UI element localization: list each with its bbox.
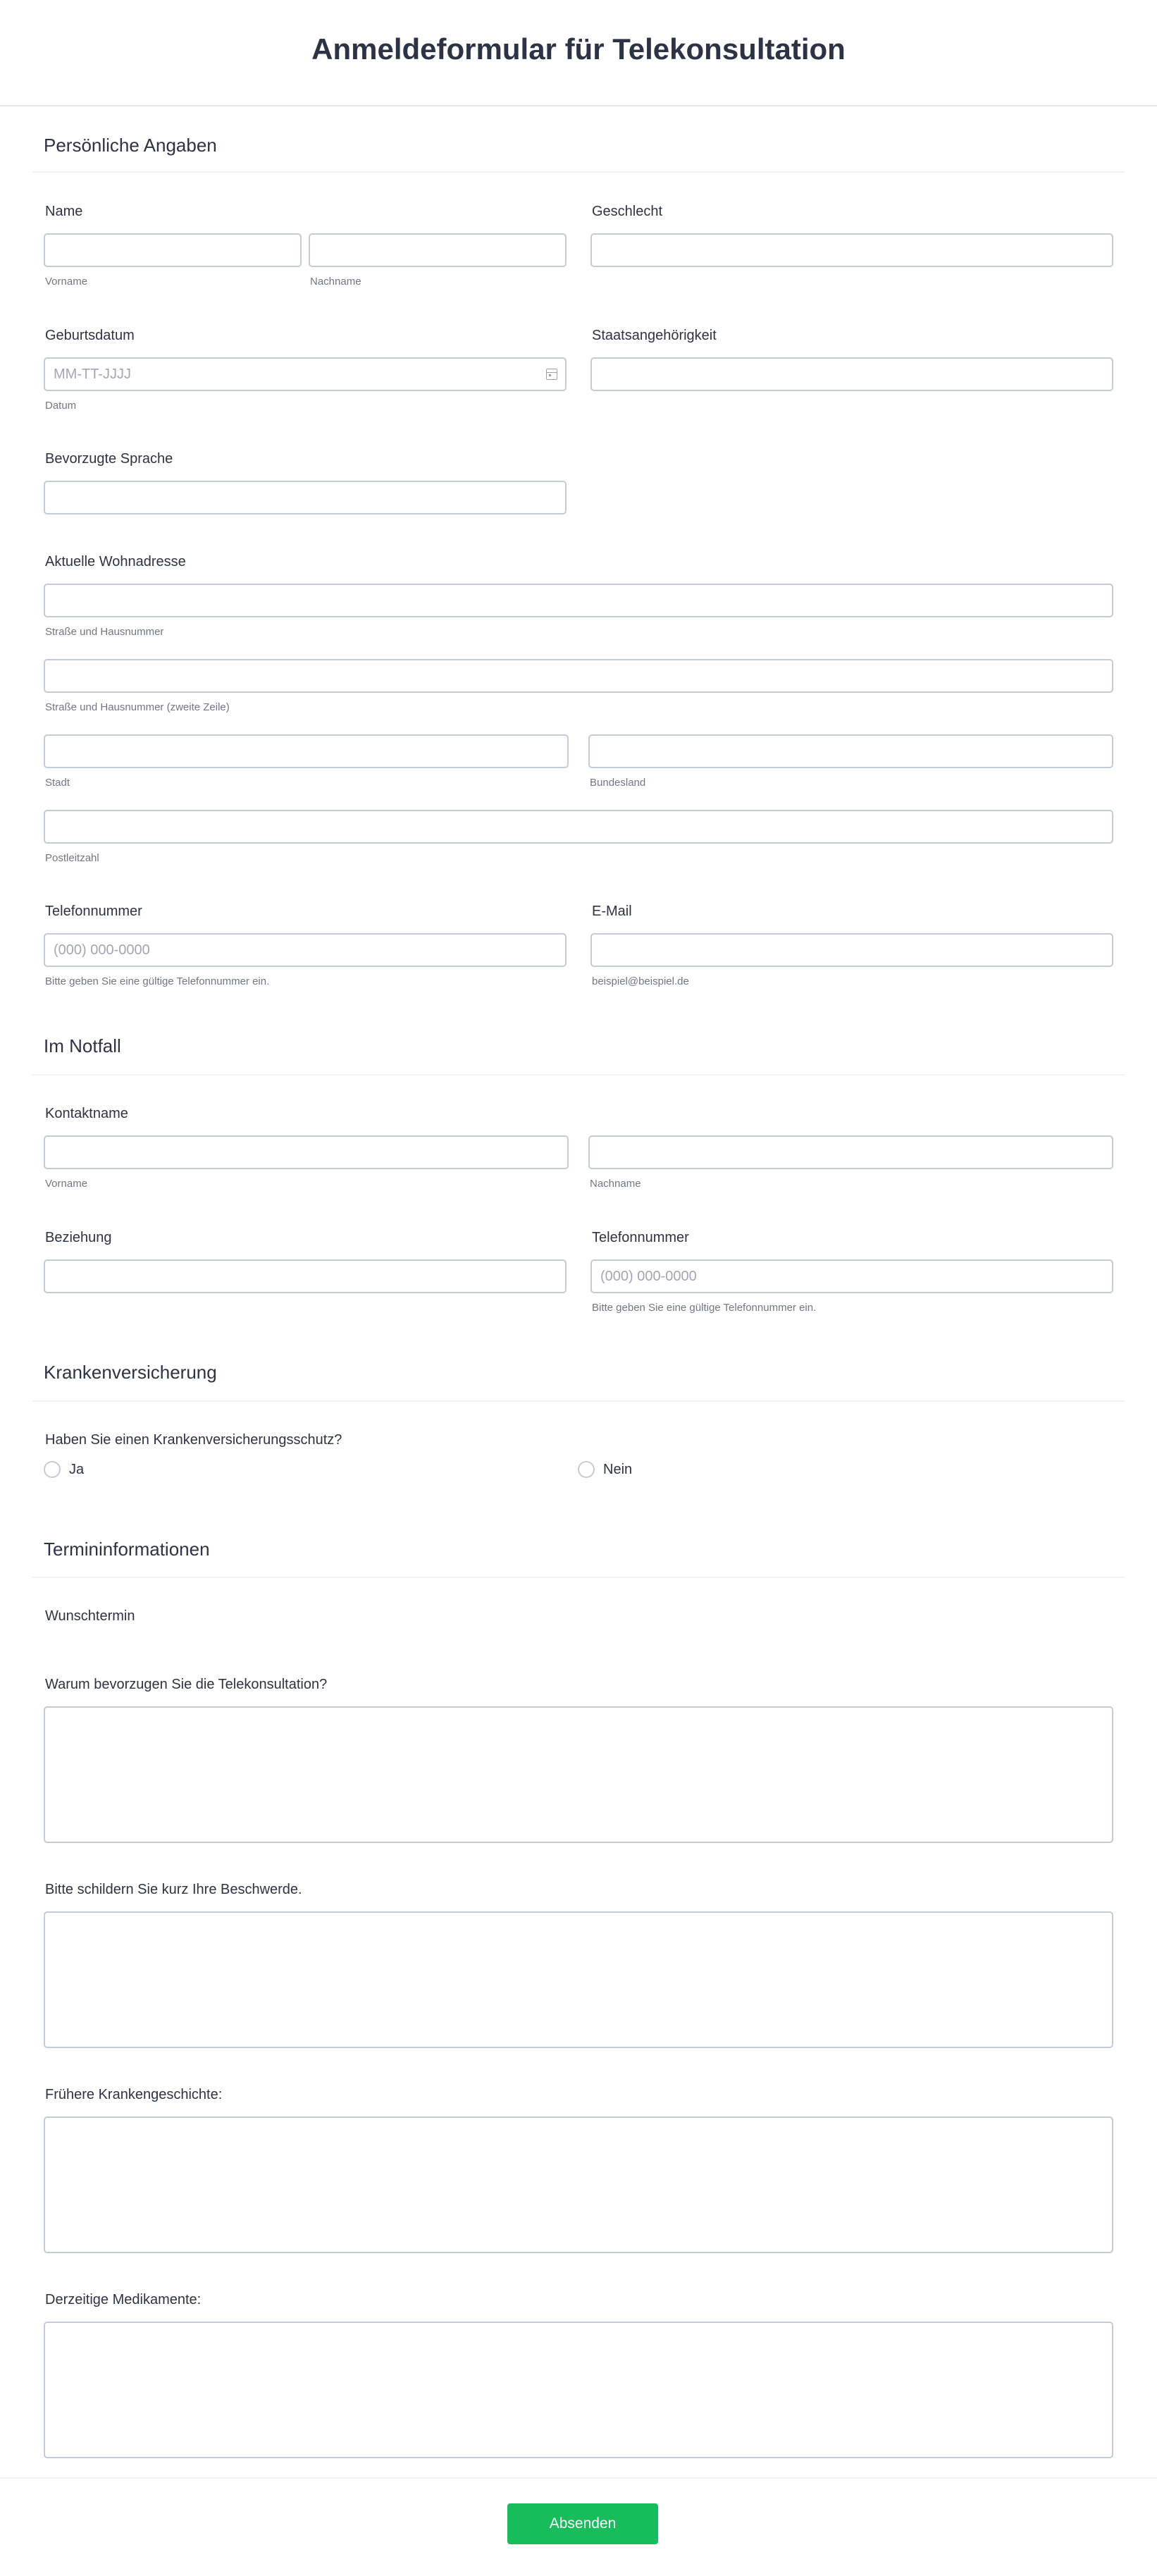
street2-input[interactable] xyxy=(44,659,1113,693)
relation-input[interactable] xyxy=(44,1259,567,1293)
zip-input[interactable] xyxy=(44,810,1113,844)
section-divider xyxy=(32,1074,1125,1076)
state-input[interactable] xyxy=(588,734,1113,768)
section-divider xyxy=(32,1577,1125,1578)
radio-yes[interactable] xyxy=(44,1461,61,1478)
emergency-phone-label: Telefonnummer xyxy=(592,1230,689,1245)
section-title-appointment: Termininformationen xyxy=(44,1539,210,1560)
complaint-label: Bitte schildern Sie kurz Ihre Beschwerde. xyxy=(45,1882,302,1897)
reason-label: Warum bevorzugen Sie die Telekonsultation? xyxy=(45,1677,328,1692)
history-textarea[interactable] xyxy=(44,2116,1113,2253)
gender-input[interactable] xyxy=(590,233,1113,267)
form-title: Anmeldeformular für Telekonsultation xyxy=(311,32,846,66)
section-divider xyxy=(32,171,1125,173)
insurance-option-no[interactable] xyxy=(578,1461,632,1478)
phone-sublabel: Bitte geben Sie eine gültige Telefonnummer ein. xyxy=(45,975,270,987)
email-sublabel: beispiel@beispiel.de xyxy=(592,975,689,987)
complaint-textarea[interactable] xyxy=(44,1911,1113,2048)
preferred-date-label: Wunschtermin xyxy=(45,1608,135,1624)
contact-first-name-input[interactable] xyxy=(44,1135,569,1169)
section-title-personal: Persönliche Angaben xyxy=(44,135,217,156)
email-label: E-Mail xyxy=(592,904,632,919)
medications-label: Derzeitige Medikamente: xyxy=(45,2292,202,2307)
insurance-option-yes[interactable] xyxy=(44,1461,84,1478)
last-name-input[interactable] xyxy=(309,233,567,267)
section-title-emergency: Im Notfall xyxy=(44,1035,121,1056)
name-label: Name xyxy=(45,204,83,219)
emergency-phone-sublabel: Bitte geben Sie eine gültige Telefonnummer ein. xyxy=(592,1302,817,1314)
section-divider xyxy=(32,1400,1125,1402)
insurance-question: Haben Sie einen Krankenversicherungsschutz? xyxy=(45,1432,342,1448)
nationality-label: Staatsangehörigkeit xyxy=(592,328,717,343)
contact-last-sublabel: Nachname xyxy=(590,1178,641,1190)
relation-label: Beziehung xyxy=(45,1230,112,1245)
calendar-icon[interactable] xyxy=(546,369,557,380)
street-sublabel: Straße und Hausnummer xyxy=(45,626,164,638)
reason-textarea[interactable] xyxy=(44,1706,1113,1843)
email-input[interactable] xyxy=(590,933,1113,967)
contact-last-name-input[interactable] xyxy=(588,1135,1113,1169)
first-name-sublabel: Vorname xyxy=(45,276,88,288)
history-label: Frühere Krankengeschichte: xyxy=(45,2087,223,2102)
contact-first-sublabel: Vorname xyxy=(45,1178,88,1190)
section-title-insurance: Krankenversicherung xyxy=(44,1362,217,1383)
nationality-input[interactable] xyxy=(590,357,1113,391)
state-sublabel: Bundesland xyxy=(590,777,646,789)
contact-name-label: Kontaktname xyxy=(45,1106,128,1121)
radio-no-label: Nein xyxy=(603,1461,633,1477)
city-input[interactable] xyxy=(44,734,569,768)
language-input[interactable] xyxy=(44,481,567,514)
city-sublabel: Stadt xyxy=(45,777,70,789)
emergency-phone-input[interactable] xyxy=(590,1259,1113,1293)
phone-label: Telefonnummer xyxy=(45,904,142,919)
radio-no[interactable] xyxy=(578,1461,595,1478)
medications-textarea[interactable] xyxy=(44,2322,1113,2458)
submit-button[interactable]: Absenden xyxy=(507,2503,658,2544)
first-name-input[interactable] xyxy=(44,233,302,267)
zip-sublabel: Postleitzahl xyxy=(45,852,99,864)
language-label: Bevorzugte Sprache xyxy=(45,451,173,467)
phone-input[interactable] xyxy=(44,933,567,967)
dob-sublabel: Datum xyxy=(45,400,77,412)
radio-yes-label: Ja xyxy=(69,1461,85,1477)
gender-label: Geschlecht xyxy=(592,204,663,219)
street2-sublabel: Straße und Hausnummer (zweite Zeile) xyxy=(45,701,230,713)
dob-label: Geburtsdatum xyxy=(45,328,135,343)
registration-form xyxy=(0,106,1157,2475)
form-header xyxy=(0,0,1157,106)
address-label: Aktuelle Wohnadresse xyxy=(45,554,186,569)
street-input[interactable] xyxy=(44,584,1113,617)
dob-input[interactable] xyxy=(44,357,567,391)
last-name-sublabel: Nachname xyxy=(310,276,361,288)
